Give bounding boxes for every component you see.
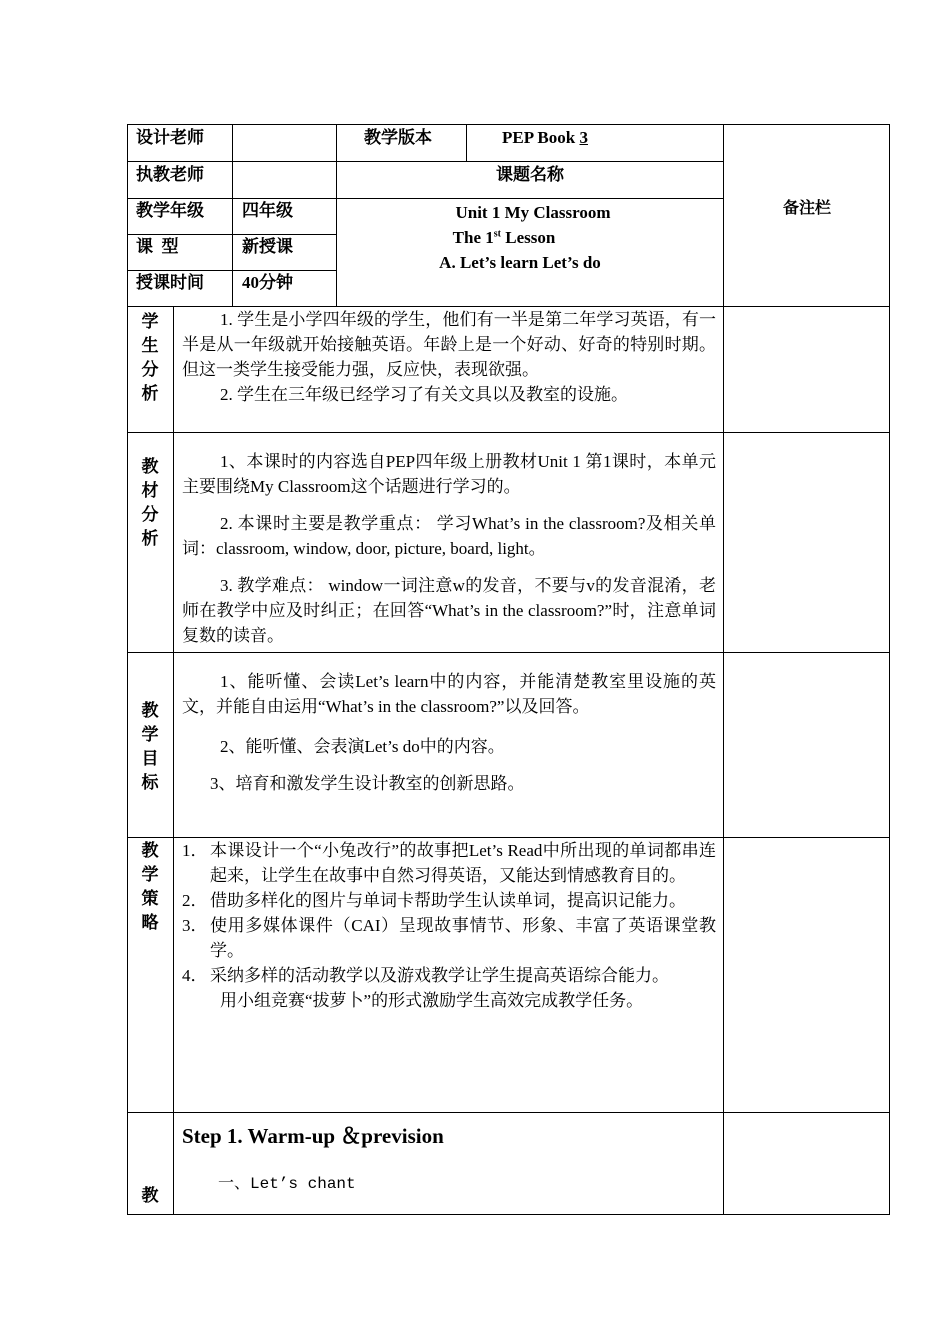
- lesson-number: [337, 225, 723, 250]
- objectives-p1: 1、能听懂、会读Let’s learn中的内容，并能清楚教室里设施的英文，并能自由运用“What’s in the classroom?”以及回答。: [182, 672, 716, 716]
- label-char: 教: [141, 841, 159, 860]
- lesson-title: [337, 200, 723, 275]
- list-item-text: 借助多样化的图片与单词卡帮助学生认读单词，提高识记能力。: [210, 891, 686, 910]
- lesson-number-sup: st: [493, 228, 501, 240]
- list-item-number: 4．: [182, 966, 208, 985]
- material-analysis-p1: 1、本课时的内容选自PEP四年级上册教材Unit 1 第1课时，本单元主要围绕My Classroom这个话题进行学习的。: [182, 452, 716, 496]
- label-char: 标: [141, 773, 159, 792]
- type-value: 新授课: [242, 237, 293, 256]
- list-item: [182, 838, 716, 888]
- strategy-label: [127, 839, 173, 935]
- material-analysis-content: [182, 449, 716, 648]
- objectives-p3: 3、培育和激发学生设计教室的创新思路。: [210, 774, 525, 793]
- edition-value-prefix: PEP Book: [502, 128, 580, 147]
- label-char: 析: [141, 529, 159, 548]
- row-process-notes: [723, 1112, 890, 1215]
- label-char: 学: [141, 725, 159, 744]
- label-char: 分: [141, 505, 159, 524]
- strategy-list: [182, 838, 716, 1013]
- teacher-label: 执教老师: [136, 165, 204, 184]
- list-item-number: 2．: [182, 891, 208, 910]
- label-char: 目: [141, 749, 159, 768]
- objectives-p2: 2、能听懂、会表演Let’s do中的内容。: [220, 737, 505, 756]
- list-item-text: 本课设计一个“小兔改行”的故事把Let’s Read中所出现的单词都串连起来，让学生在故事中自然习得英语，又能达到情感教育目的。: [210, 841, 716, 885]
- row-student-analysis-notes: [723, 306, 890, 433]
- label-char: 略: [141, 913, 159, 932]
- time-value: 40分钟: [242, 273, 293, 292]
- label-char: 学: [141, 312, 159, 331]
- edition-value: [502, 128, 588, 148]
- row-objectives-notes: [723, 652, 890, 838]
- lesson-number-pre: The 1: [452, 228, 494, 247]
- material-analysis-p2: 2. 本课时主要是教学重点： 学习What’s in the classroom?及相关单词：classroom, window, door, picture, board, light。: [182, 514, 716, 558]
- label-char: 生: [141, 336, 159, 355]
- student-analysis-p1: 1. 学生是小学四年级的学生，他们有一半是第二年学习英语，有一半是从一年级就开始接触英语。年龄上是一个好动、好奇的特别时期。但这一类学生接受能力强，反应快，表现欲强。: [182, 310, 716, 379]
- chant-line: 一、Let’s chant: [218, 1175, 356, 1193]
- label-char: 析: [141, 384, 159, 403]
- row-strategy-notes: [723, 837, 890, 1113]
- notes-label: 备注栏: [782, 200, 831, 217]
- row-material-analysis-notes: [723, 432, 890, 653]
- list-item: [182, 913, 716, 963]
- cell-designer-value: [232, 124, 337, 162]
- edition-label: 教学版本: [364, 128, 432, 147]
- designer-label: 设计老师: [136, 128, 204, 147]
- lesson-number-post: Lesson: [501, 228, 556, 247]
- cell-teacher-value: [232, 161, 337, 199]
- objectives-content: [182, 669, 716, 796]
- objectives-label: [127, 699, 173, 795]
- process-label: [127, 1184, 173, 1208]
- label-char: 策: [141, 889, 159, 908]
- list-item-number: 1．: [182, 841, 208, 860]
- label-char: 教: [141, 457, 159, 476]
- label-char: 学: [141, 865, 159, 884]
- list-item: [182, 963, 716, 988]
- student-analysis-label: [127, 310, 173, 406]
- type-label: 课 型: [136, 237, 179, 256]
- lesson-name-label: 课题名称: [496, 165, 564, 184]
- grade-value: 四年级: [242, 201, 293, 220]
- student-analysis-content: [182, 307, 716, 407]
- material-analysis-p3: 3. 教学难点： window一词注意w的发音，不要与v的发音混淆，老师在教学中应及时纠正；在回答“What’s in the classroom?”时，注意单词复数的读音。: [182, 576, 716, 645]
- strategy-extra: 用小组竞赛“拔萝卜”的形式激励学生高效完成教学任务。: [220, 991, 644, 1010]
- label-char: 分: [141, 360, 159, 379]
- material-analysis-label: [127, 455, 173, 551]
- lesson-part: A. Let’s learn Let’s do: [439, 253, 601, 272]
- lesson-unit: Unit 1 My Classroom: [455, 203, 611, 222]
- time-label: 授课时间: [136, 273, 204, 292]
- label-char: 材: [141, 481, 159, 500]
- edition-value-number: 3: [579, 128, 588, 147]
- list-item-text: 采纳多样的活动教学以及游戏教学让学生提高英语综合能力。: [210, 966, 669, 985]
- step-title: Step 1. Warm-up ＆prevision: [182, 1124, 444, 1148]
- grade-label: 教学年级: [136, 201, 204, 220]
- label-char: 教: [141, 1186, 159, 1205]
- label-char: 教: [141, 701, 159, 720]
- list-item: [182, 888, 716, 913]
- list-item-text: 使用多媒体课件（CAI）呈现故事情节、形象、丰富了英语课堂教学。: [210, 916, 716, 960]
- student-analysis-p2: 2. 学生在三年级已经学习了有关文具以及教室的设施。: [220, 385, 628, 404]
- list-item-number: 3．: [182, 916, 208, 935]
